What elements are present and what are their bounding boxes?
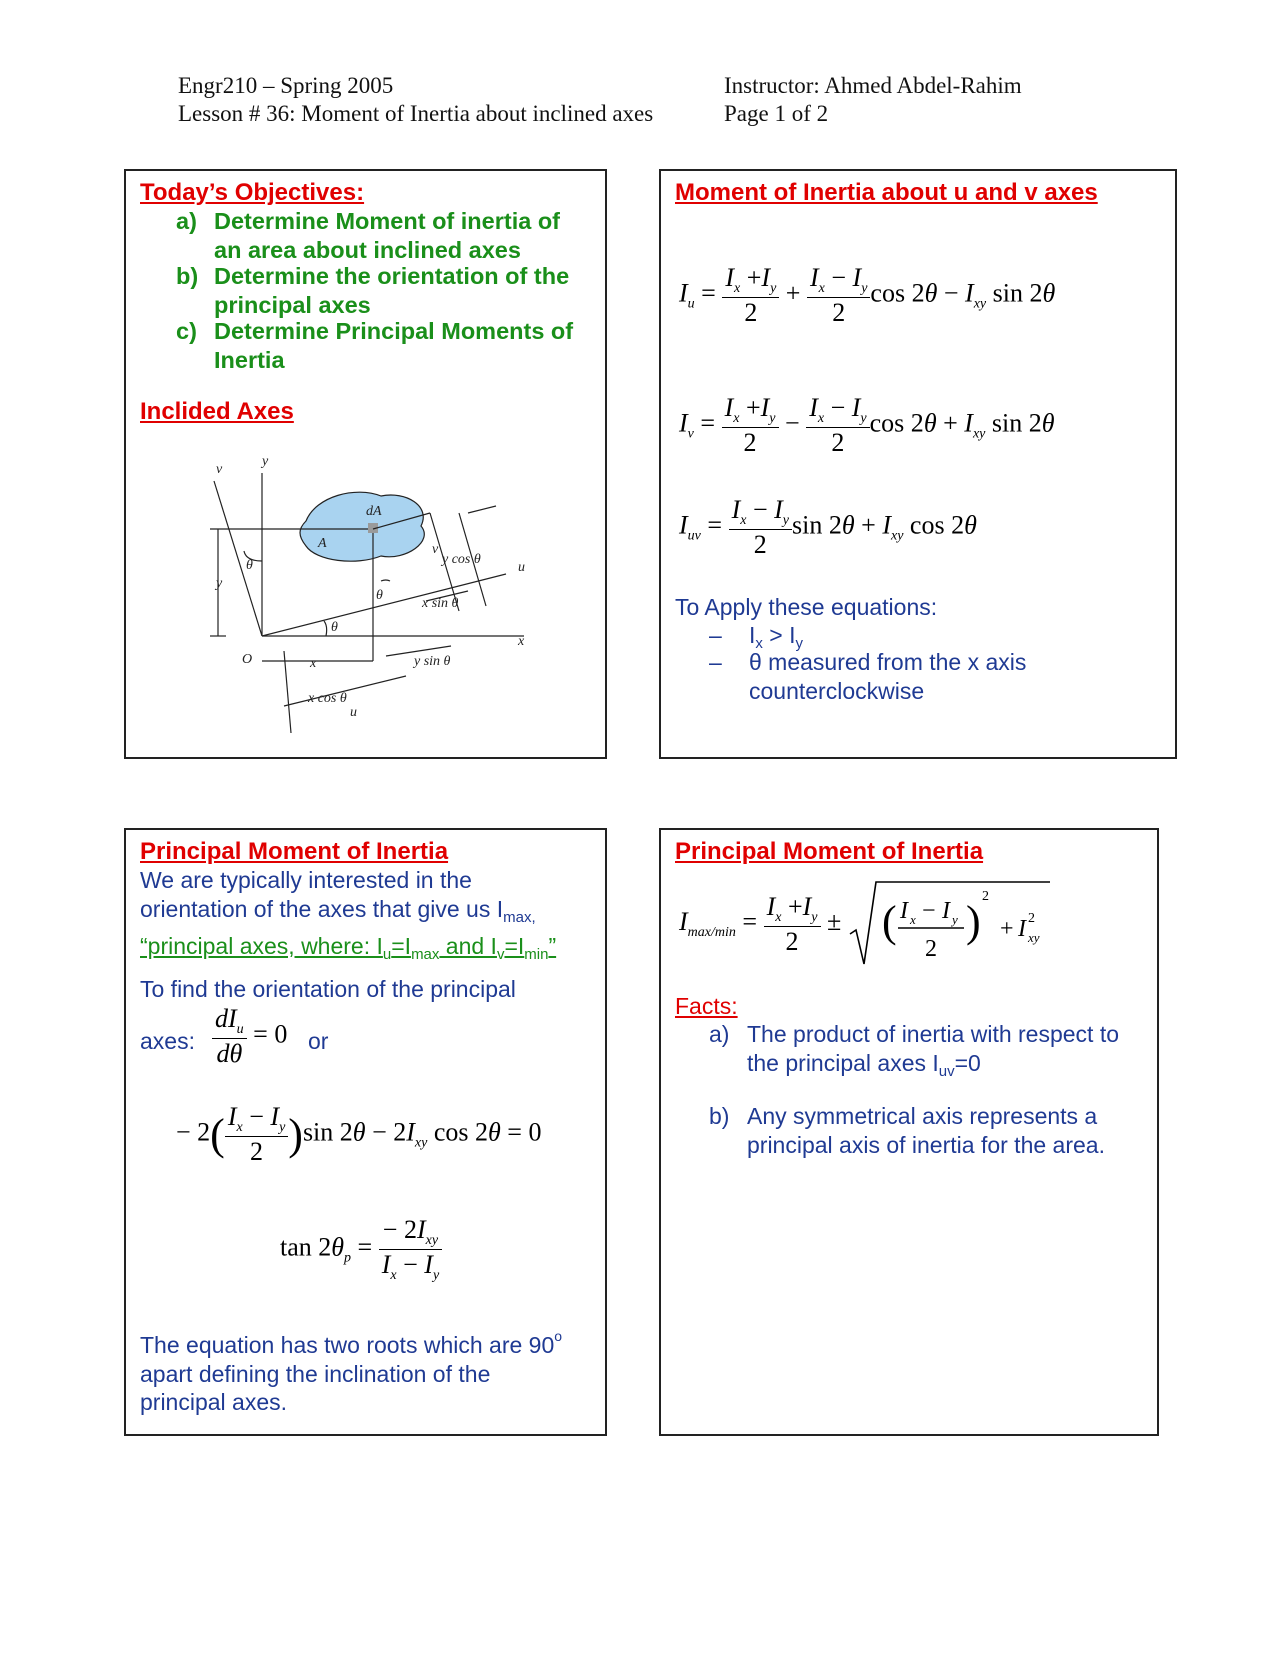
intro-subscript: max, — [503, 908, 536, 926]
apply-item — [709, 621, 1149, 651]
objective-line: principal axes — [214, 291, 371, 318]
fig-label-y-left: y — [216, 576, 223, 591]
apply-item-line: θ measured from the x axis — [749, 649, 1027, 675]
fig-label-A: A — [318, 536, 327, 551]
fact-marker: a) — [709, 1021, 730, 1047]
svg-text:I: I — [1017, 916, 1026, 942]
fact-subscript: uv — [938, 1062, 955, 1080]
objective-line: an area about inclined axes — [214, 236, 521, 263]
fact-line: principal axis of inertia for the area. — [747, 1131, 1105, 1158]
fig-label-dA: dA — [366, 504, 382, 519]
roots-text — [140, 1322, 600, 1417]
iv-equation: $I_v$ = $\frac{I_x +I_y}{2}$ − $\frac{I_x - I_y}{2}$ $\cos 2\theta + I_{xy}$ sin 2θ — [679, 393, 1055, 457]
svg-text:+: + — [999, 916, 1014, 942]
svg-text:2: 2 — [1027, 911, 1035, 926]
fig-label-x-sin: x sin θ — [422, 596, 459, 611]
apply-item — [709, 648, 1149, 708]
principal-moments-title: Principal Moment of Inertia — [675, 838, 984, 865]
fact-line: Any symmetrical axis represents a — [747, 1103, 1098, 1129]
uv-axes-panel — [659, 169, 1177, 759]
iu-symbol: I — [679, 278, 688, 308]
objective-line: Determine Principal Moments of — [214, 318, 574, 344]
fig-label-v-small: v — [432, 542, 439, 557]
principal-orientation-panel — [124, 828, 607, 1436]
axes-label: axes: — [140, 1028, 195, 1054]
intro-line: orientation of the axes that give us I — [140, 895, 504, 922]
iv-symbol: I — [679, 408, 688, 438]
fig-label-x-cos: x cos θ — [308, 691, 347, 706]
fig-label-y-sin: y sin θ — [414, 654, 451, 669]
iv-subscript: v — [687, 426, 694, 442]
apply-item-line: counterclockwise — [749, 677, 925, 704]
fact-marker: b) — [709, 1103, 730, 1129]
fact-line-end: =0 — [954, 1049, 981, 1076]
orientation-equation: − 2( $\frac{I_x - I_y}{2}$ )sin $2\theta - 2I_{xy}$ cos 2θ = 0 — [176, 1102, 542, 1166]
iuv-equation: $I_{uv}$ = $\frac{I_x - I_y}{2}$ $\sin 2\theta + I_{xy}$ cos 2θ — [679, 495, 977, 559]
intro-line: We are typically interested in the — [140, 867, 472, 893]
svg-text:2: 2 — [981, 889, 989, 904]
facts-heading: Facts: — [675, 993, 738, 1019]
iu-equation: $I_u$ = $\frac{I_x +I_y}{2}$ + $\frac{I_x - I_y}{2}$ $\cos 2\theta - I_{xy}$ sin 2θ — [679, 263, 1056, 327]
fig-label-x-low: x — [310, 656, 317, 671]
roots-line: principal axes. — [140, 1389, 288, 1415]
fig-label-v: v — [216, 462, 223, 477]
roots-line: The equation has two roots which are 90 — [140, 1332, 555, 1358]
svg-text:x: x — [909, 912, 916, 927]
objective-item — [176, 207, 596, 267]
roots-line: apart defining the inclination of the — [140, 1360, 491, 1387]
objective-item — [176, 262, 596, 322]
svg-text:): ) — [965, 897, 981, 946]
objective-line: Determine Moment of inertia of — [214, 208, 561, 234]
apply-item-sub: x — [755, 635, 763, 652]
fig-label-theta-mid: θ — [376, 588, 383, 603]
objectives-panel — [124, 169, 607, 759]
degree-symbol: o — [554, 1328, 563, 1344]
imax-min-equation: $I_{max/min}$ = $\frac{I_x +I_y}{2}$ ± ( I x − I y 2 ) 2 + I 2 xy — [679, 878, 1052, 970]
objectives-title: Today’s Objectives: — [140, 179, 365, 206]
objective-item — [176, 317, 596, 377]
apply-item-mid: > I — [762, 622, 796, 648]
fact-item — [709, 1020, 1149, 1080]
uv-axes-title: Moment of Inertia about u and v axes — [675, 179, 1098, 206]
tan-equation: $\tan 2\theta_p$ = $\frac{- 2I_{xy}}{I_x - I_y}$ — [280, 1215, 442, 1284]
fig-label-y-top: y — [262, 454, 269, 469]
iuv-symbol: I — [679, 510, 688, 540]
fig-label-O: O — [242, 652, 253, 667]
objective-marker: b) — [176, 263, 199, 289]
fig-label-x-axis: x — [518, 634, 525, 649]
objective-marker: a) — [176, 208, 197, 234]
svg-text:(: ( — [881, 897, 897, 946]
svg-text:I: I — [899, 898, 908, 924]
fact-item — [709, 1102, 1149, 1162]
principal-moments-panel — [659, 828, 1159, 1436]
page-number: Page 1 of 2 — [724, 101, 829, 126]
fig-label-u-right: u — [518, 560, 525, 575]
fig-label-theta-left: θ — [246, 558, 253, 573]
inclined-axes-title: Inclided Axes — [140, 398, 294, 425]
sqrt-term — [848, 878, 1052, 970]
fig-label-u-low: u — [350, 705, 357, 720]
objective-line: Inertia — [214, 346, 285, 373]
apply-heading: To Apply these equations: — [675, 594, 938, 620]
iu-subscript: u — [687, 296, 695, 312]
svg-text:xy: xy — [1027, 930, 1040, 945]
svg-text:y: y — [951, 912, 958, 927]
course-title: Engr210 – Spring 2005 — [178, 73, 394, 98]
derivative-equation: $\frac{dI_u}{d\theta}$ = 0 — [212, 1004, 287, 1069]
iuv-subscript: uv — [687, 528, 701, 544]
fig-label-y-cos: y cos θ — [442, 552, 481, 567]
intro-text — [140, 866, 600, 970]
fact-line: The product of inertia with respect to — [747, 1021, 1120, 1047]
apply-marker: – — [709, 622, 722, 648]
svg-text:−: − — [921, 898, 936, 924]
principal-orientation-title: Principal Moment of Inertia — [140, 838, 449, 865]
objective-marker: c) — [176, 318, 197, 344]
find-orientation-text: To find the orientation of the principal — [140, 976, 516, 1002]
svg-text:I: I — [941, 898, 950, 924]
or-label: or — [308, 1028, 329, 1054]
lesson-title: Lesson # 36: Moment of Inertia about inclined axes — [178, 101, 654, 126]
inclined-axes-diagram — [206, 451, 566, 746]
apply-item-text: I — [749, 622, 756, 648]
fact-line: the principal axes I — [747, 1049, 939, 1076]
instructor-name: Instructor: Ahmed Abdel-Rahim — [724, 73, 1022, 98]
principal-axes-definition: “principal axes, where: $I_u=I_{max}$ and $I_v=I_{min}$” — [140, 933, 557, 963]
fig-label-theta-low: θ — [331, 620, 338, 635]
objective-line: Determine the orientation of the — [214, 263, 570, 289]
apply-item-sub: y — [795, 635, 803, 652]
apply-marker: – — [709, 649, 722, 675]
svg-text:2: 2 — [924, 936, 937, 962]
